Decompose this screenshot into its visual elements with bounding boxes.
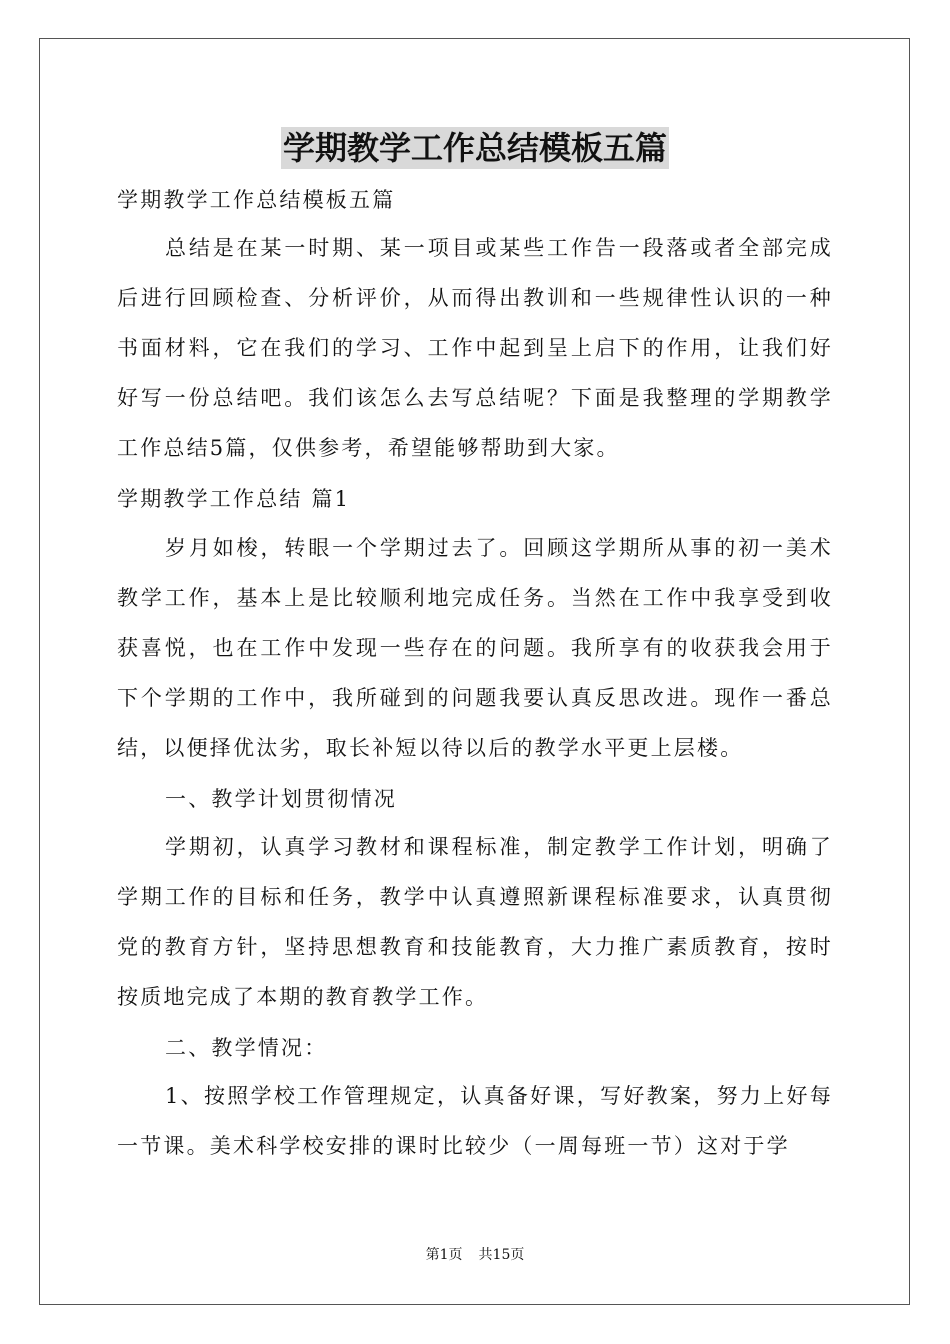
section1-paragraph: 岁月如梭，转眼一个学期过去了。回顾这学期所从事的初一美术教学工作，基本上是比较顺利地完成任务。当然在工作中我享受到收获喜悦，也在工作中发现一些存在的问题。我所享有的收获我会用于下个学期的工作中，我所碰到的问题我要认真反思改进。现作一番总结，以便择优汰劣，取长补短以待以后的教学水平更上层楼。 [117,536,833,760]
sub1-paragraph: 学期初，认真学习教材和课程标准，制定教学工作计划，明确了学期工作的目标和任务，教学中认真遵照新课程标准要求，认真贯彻党的教育方针，坚持思想教育和技能教育，大力推广素质教育，按时按质地完成了本期的教育教学工作。 [117,835,833,1009]
intro-paragraph: 总结是在某一时期、某一项目或某些工作告一段落或者全部完成后进行回顾检查、分析评价，从而得出教训和一些规律性认识的一种书面材料，它在我们的学习、工作中起到呈上启下的作用，让我们好好写一份总结吧。我们该怎么去写总结呢？下面是我整理的学期教学工作总结5篇，仅供参考，希望能够帮助到大家。 [117,236,833,460]
page-number-current: 第1页 [425,1247,463,1263]
sub2-heading: 二、教学情况： [165,1036,328,1060]
section1-heading: 学期教学工作总结 篇1 [117,487,351,511]
document-subtitle: 学期教学工作总结模板五篇 [117,188,396,212]
title-wrap [0,127,950,169]
sub1-heading: 一、教学计划贯彻情况 [165,787,397,811]
page-footer [0,1246,950,1264]
document-title: 学期教学工作总结模板五篇 [282,129,667,167]
page-number-total: 共15页 [478,1247,525,1263]
sub2-paragraph: 1、按照学校工作管理规定，认真备好课，写好教案，努力上好每一节课。美术科学校安排的课时比较少（一周每班一节）这对于学 [117,1084,833,1158]
